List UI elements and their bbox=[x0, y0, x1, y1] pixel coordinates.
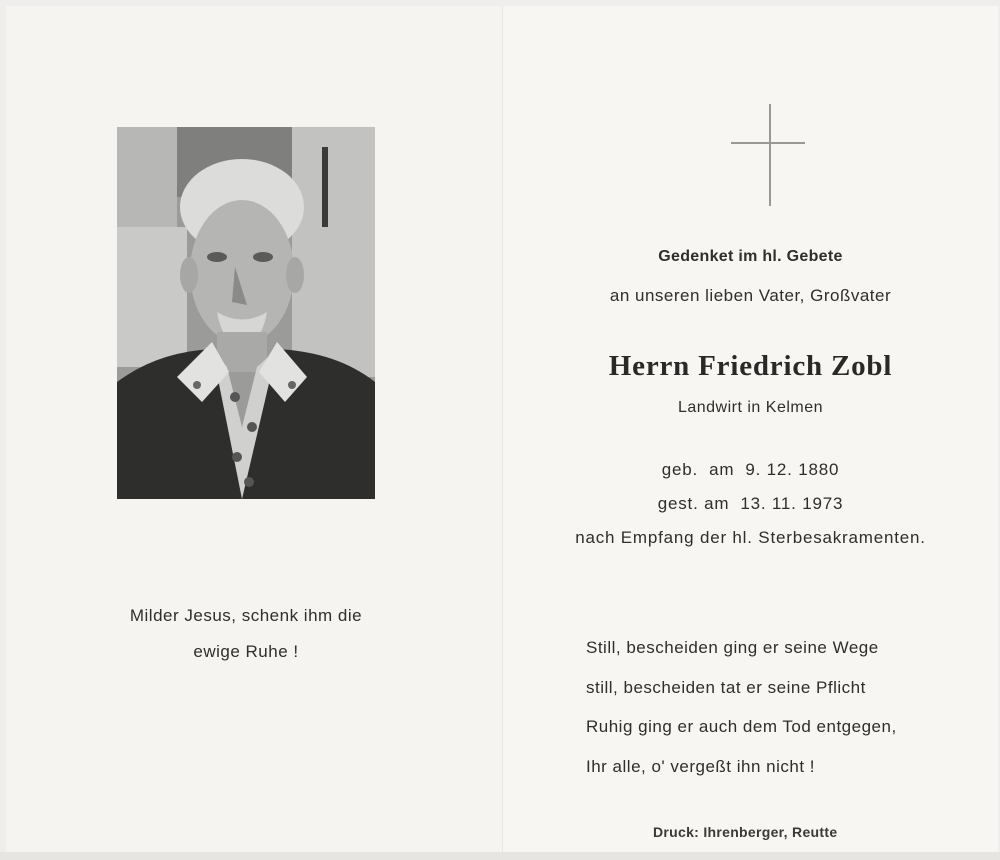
death-date: gest. am 13. 11. 1973 bbox=[657, 494, 844, 513]
right-panel bbox=[503, 6, 998, 852]
poem-line-3: Ruhig ging er auch dem Tod entgegen, bbox=[586, 717, 897, 736]
memorial-card bbox=[6, 6, 998, 852]
prayer-line-2: ewige Ruhe ! bbox=[193, 642, 299, 661]
left-panel bbox=[6, 6, 503, 852]
poem-line-4: Ihr alle, o' vergeßt ihn nicht ! bbox=[586, 757, 816, 776]
intro-heading: Gedenket im hl. Gebete bbox=[658, 248, 843, 265]
printer-credit: Druck: Ihrenberger, Reutte bbox=[653, 824, 838, 840]
poem-line-2: still, bescheiden tat er seine Pflicht bbox=[586, 678, 866, 697]
sacraments-line: nach Empfang der hl. Sterbesakramenten. bbox=[575, 528, 926, 547]
birth-date: geb. am 9. 12. 1880 bbox=[661, 460, 840, 479]
portrait-photo bbox=[117, 127, 375, 499]
scan-bottom-edge bbox=[0, 852, 1000, 860]
prayer-line-1: Milder Jesus, schenk ihm die bbox=[129, 606, 363, 625]
deceased-name: Herrn Friedrich Zobl bbox=[608, 350, 893, 382]
poem-line-1: Still, bescheiden ging er seine Wege bbox=[586, 638, 879, 657]
occupation-line: Landwirt in Kelmen bbox=[677, 399, 824, 416]
relation-line: an unseren lieben Vater, Großvater bbox=[609, 286, 892, 305]
